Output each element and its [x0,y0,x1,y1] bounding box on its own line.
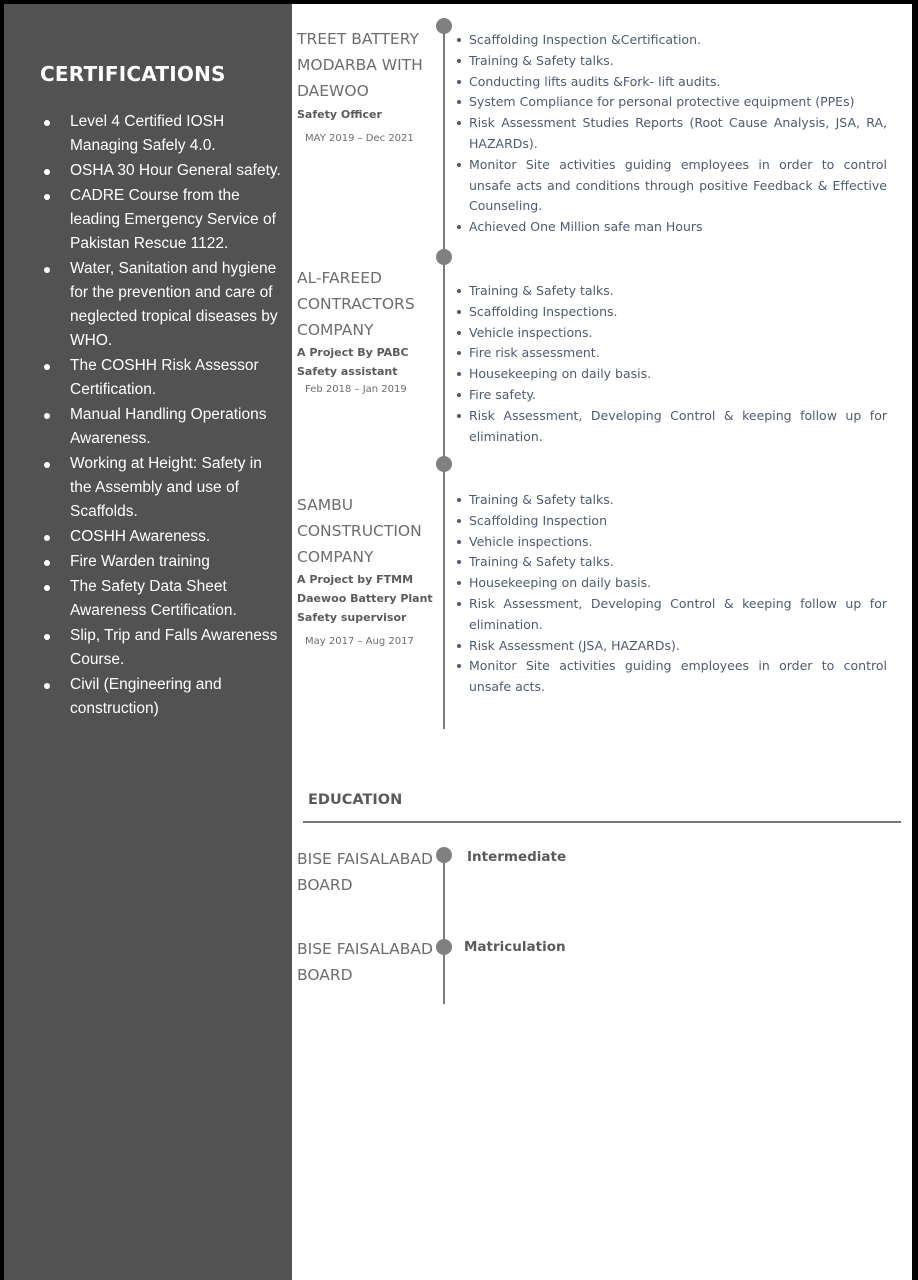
certification-item: Water, Sanitation and hygiene for the prevention and care of neglected tropical diseases by WHO. [40,257,285,353]
certification-item: COSHH Awareness. [40,525,285,549]
job-role: Safety assistant [297,365,398,378]
duty-item: Risk Assessment Studies Reports (Root Cause Analysis, JSA, RA, HAZARDs). [455,113,887,155]
education-timeline-line [443,854,445,1004]
job-duties [455,30,887,238]
certification-item: Slip, Trip and Falls Awareness Course. [40,624,285,672]
duty-item: Fire risk assessment. [455,343,887,364]
education-school: BISE FAISALABAD BOARD [297,940,433,984]
job-dates: May 2017 – Aug 2017 [305,636,414,647]
certification-item: OSHA 30 Hour General safety. [40,159,285,183]
duty-item: Housekeeping on daily basis. [455,364,887,385]
duty-item: Housekeeping on daily basis. [455,573,887,594]
timeline-dot [436,456,452,472]
job-dates: MAY 2019 – Dec 2021 [305,133,414,144]
company-name: AL-FAREED CONTRACTORS COMPANY [297,269,415,339]
duty-item: Training & Safety talks. [455,51,887,72]
certification-item: Working at Height: Safety in the Assembly and use of Scaffolds. [40,452,285,524]
job-info [297,26,437,148]
duty-item: Achieved One Million safe man Hours [455,217,887,238]
certification-item: The COSHH Risk Assessor Certification. [40,354,285,402]
job-info [297,492,437,651]
experience-timeline-line [443,24,445,729]
job-duties [455,281,887,447]
duty-item: System Compliance for personal protective equipment (PPEs) [455,92,887,113]
education-school: BISE FAISALABAD BOARD [297,850,433,894]
duty-item: Scaffolding Inspection &Certification. [455,30,887,51]
duty-item: Training & Safety talks. [455,552,887,573]
timeline-dot [436,18,452,34]
job-project: A Project by FTMM Daewoo Battery Plant [297,573,433,605]
job-info [297,265,437,399]
certification-item: Fire Warden training [40,550,285,574]
duty-item: Vehicle inspections. [455,323,887,344]
duty-item: Vehicle inspections. [455,532,887,553]
job-dates: Feb 2018 – Jan 2019 [305,384,407,395]
job-duties [455,490,887,698]
timeline-dot [436,847,452,863]
duty-item: Conducting lifts audits &Fork- lift audits. [455,72,887,93]
certification-item: Manual Handling Operations Awareness. [40,403,285,451]
timeline-dot [436,939,452,955]
section-divider [303,821,901,823]
education-level: Matriculation [464,939,566,955]
certification-item: Civil (Engineering and construction) [40,673,285,721]
duty-item: Monitor Site activities guiding employees in order to control unsafe acts. [455,656,887,698]
company-name: TREET BATTERY MODARBA WITH DAEWOO [297,30,423,100]
resume-page [4,4,912,1280]
job-role: Safety supervisor [297,611,407,624]
certification-item: CADRE Course from the leading Emergency Service of Pakistan Rescue 1122. [40,184,285,256]
education-heading: EDUCATION [308,792,403,808]
duty-item: Scaffolding Inspections. [455,302,887,323]
certifications-heading: CERTIFICATIONS [40,62,226,86]
certification-item: The Safety Data Sheet Awareness Certification. [40,575,285,623]
duty-item: Monitor Site activities guiding employees in order to control unsafe acts and conditions through positive Feedback & Effective Counseling. [455,155,887,217]
certifications-list [40,110,285,722]
job-role: Safety Officer [297,108,382,121]
duty-item: Training & Safety talks. [455,281,887,302]
duty-item: Training & Safety talks. [455,490,887,511]
main-content [292,4,912,1280]
timeline-dot [436,249,452,265]
sidebar [4,4,292,1280]
duty-item: Risk Assessment, Developing Control & keeping follow up for elimination. [455,594,887,636]
duty-item: Scaffolding Inspection [455,511,887,532]
duty-item: Fire safety. [455,385,887,406]
duty-item: Risk Assessment, Developing Control & keeping follow up for elimination. [455,406,887,448]
company-name: SAMBU CONSTRUCTION COMPANY [297,496,422,566]
job-project: A Project By PABC [297,346,409,359]
education-level: Intermediate [467,849,567,865]
certification-item: Level 4 Certified IOSH Managing Safely 4.0. [40,110,285,158]
duty-item: Risk Assessment (JSA, HAZARDs). [455,636,887,657]
